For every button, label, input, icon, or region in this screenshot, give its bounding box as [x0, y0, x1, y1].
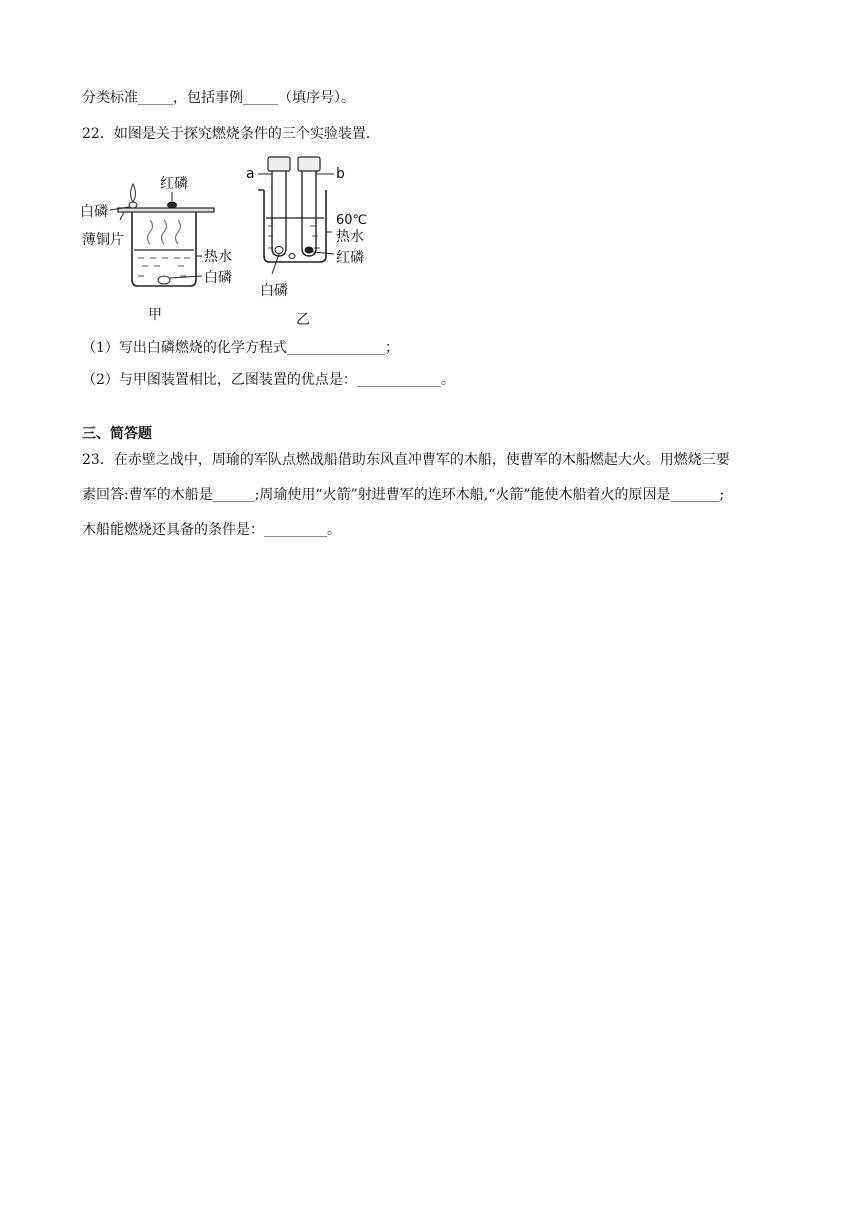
label-hot-water-yi: 热水: [336, 229, 364, 245]
apparatus-jia: [80, 175, 232, 323]
question-23-line-2: 素回答:曹军的木船是______;周瑜使用“火箭”射进曹军的连环木船,“火箭”能使木船着火的原因是_______;: [82, 487, 725, 503]
question-23-line-3: 木船能燃烧还具备的条件是：_________。: [82, 522, 341, 538]
label-copper-plate: 薄铜片: [82, 232, 124, 248]
label-tube-a: a: [246, 166, 255, 182]
combustion-apparatus-figure: [80, 152, 380, 332]
caption-yi: 乙: [296, 312, 310, 328]
apparatus-yi: [246, 157, 367, 328]
label-tube-b: b: [336, 166, 345, 182]
question-22-part-1: （1）写出白磷燃烧的化学方程式______________；: [82, 340, 399, 356]
question-21-tail: 分类标准_____，包括事例_____（填序号）。: [82, 90, 355, 106]
question-23-line-1: 23．在赤壁之战中，周瑜的军队点燃战船借助东风直冲曹军的木船，使曹军的木船燃起大火。用燃烧三要: [82, 452, 730, 468]
label-white-phosphorus-yi: 白磷: [260, 283, 288, 299]
label-hot-water-jia: 热水: [204, 249, 232, 265]
label-white-phosphorus-water: 白磷: [204, 270, 232, 286]
label-temperature: 60℃: [336, 213, 368, 228]
label-red-phosphorus-jia: 红磷: [160, 176, 188, 192]
question-22-stem: 22．如图是关于探究燃烧条件的三个实验装置．: [82, 126, 380, 142]
label-white-phosphorus-plate: 白磷: [80, 204, 108, 220]
section-3-title: 三、简答题: [82, 426, 152, 442]
caption-jia: 甲: [148, 307, 162, 323]
label-red-phosphorus-yi: 红磷: [336, 250, 364, 266]
question-22-part-2: （2）与甲图装置相比，乙图装置的优点是：____________。: [82, 372, 455, 388]
